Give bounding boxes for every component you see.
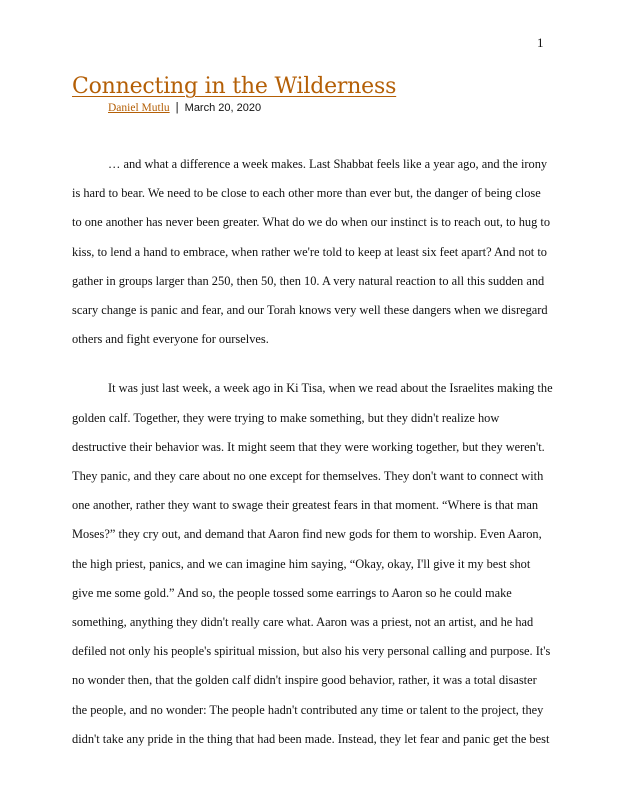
byline — [108, 102, 261, 114]
paragraph-line: didn't take any pride in the thing that had been made. Instead, they let fear and panic get the best — [72, 731, 550, 746]
paragraph-line: … and what a difference a week makes. Last Shabbat feels like a year ago, and the irony — [108, 157, 548, 171]
paragraph-line: It was just last week, a week ago in Ki Tisa, when we read about the Israelites making the — [108, 381, 553, 396]
paragraph-line: no wonder then, that the golden calf didn't inspire good behavior, rather, it was a total disaster — [72, 673, 537, 688]
paragraph-line: destructive their behavior was. It might seem that they were working together, but they weren't. — [72, 439, 545, 454]
paragraph-line: gather in groups larger than 250, then 50, then 10. A very natural reaction to all this sudden and — [72, 273, 545, 288]
article-title: Connecting in the Wilderness — [72, 74, 397, 99]
author-link[interactable]: Daniel Mutlu — [108, 102, 170, 114]
paragraph-line: to one another has never been greater. What do we do when our instinct is to reach out, to hug to — [72, 215, 551, 230]
paragraph-line: Moses?” they cry out, and demand that Aaron find new gods for them to worship. Even Aaron, — [72, 527, 542, 542]
paragraph-line: others and fight everyone for ourselves. — [72, 332, 269, 347]
paragraph-line: golden calf. Together, they were trying to make something, but they didn't realize how — [72, 410, 500, 425]
paragraph-line: They panic, and they care about no one except for themselves. They don't want to connect with — [72, 469, 544, 484]
paragraph-line: give me some gold.” And so, the people tossed some earrings to Aaron so he could make — [72, 585, 512, 600]
paragraph-line: defiled not only his people's spiritual mission, but also his very personal calling and purpose. It's — [72, 644, 551, 659]
paragraph-line: the people, and no wonder: The people hadn't contributed any time or talent to the project, they — [72, 702, 544, 717]
paragraph-line: is hard to bear. We need to be close to each other more than ever but, the danger of being close — [72, 186, 541, 201]
paragraph-1 — [72, 150, 550, 354]
paragraph-line: scary change is panic and fear, and our Torah knows very well these dangers when we disregard — [72, 303, 548, 318]
paragraph-2 — [72, 374, 553, 754]
paragraph-line: something, anything they didn't really care what. Aaron was a priest, not an artist, and he had — [72, 615, 534, 630]
paragraph-line: kiss, to lend a hand to embrace, when rather we're told to keep at least six feet apart? And not to — [72, 244, 547, 259]
paragraph-line: the high priest, panics, and we can imagine him saying, “Okay, okay, I'll give it my best shot — [72, 556, 531, 571]
page-number: 1 — [537, 35, 544, 50]
article-body — [72, 150, 553, 774]
byline-separator: | — [175, 102, 179, 114]
publish-date: March 20, 2020 — [184, 102, 262, 114]
paragraph-line: one another, rather they want to swage their greatest fears in that moment. “Where is that man — [72, 498, 539, 513]
